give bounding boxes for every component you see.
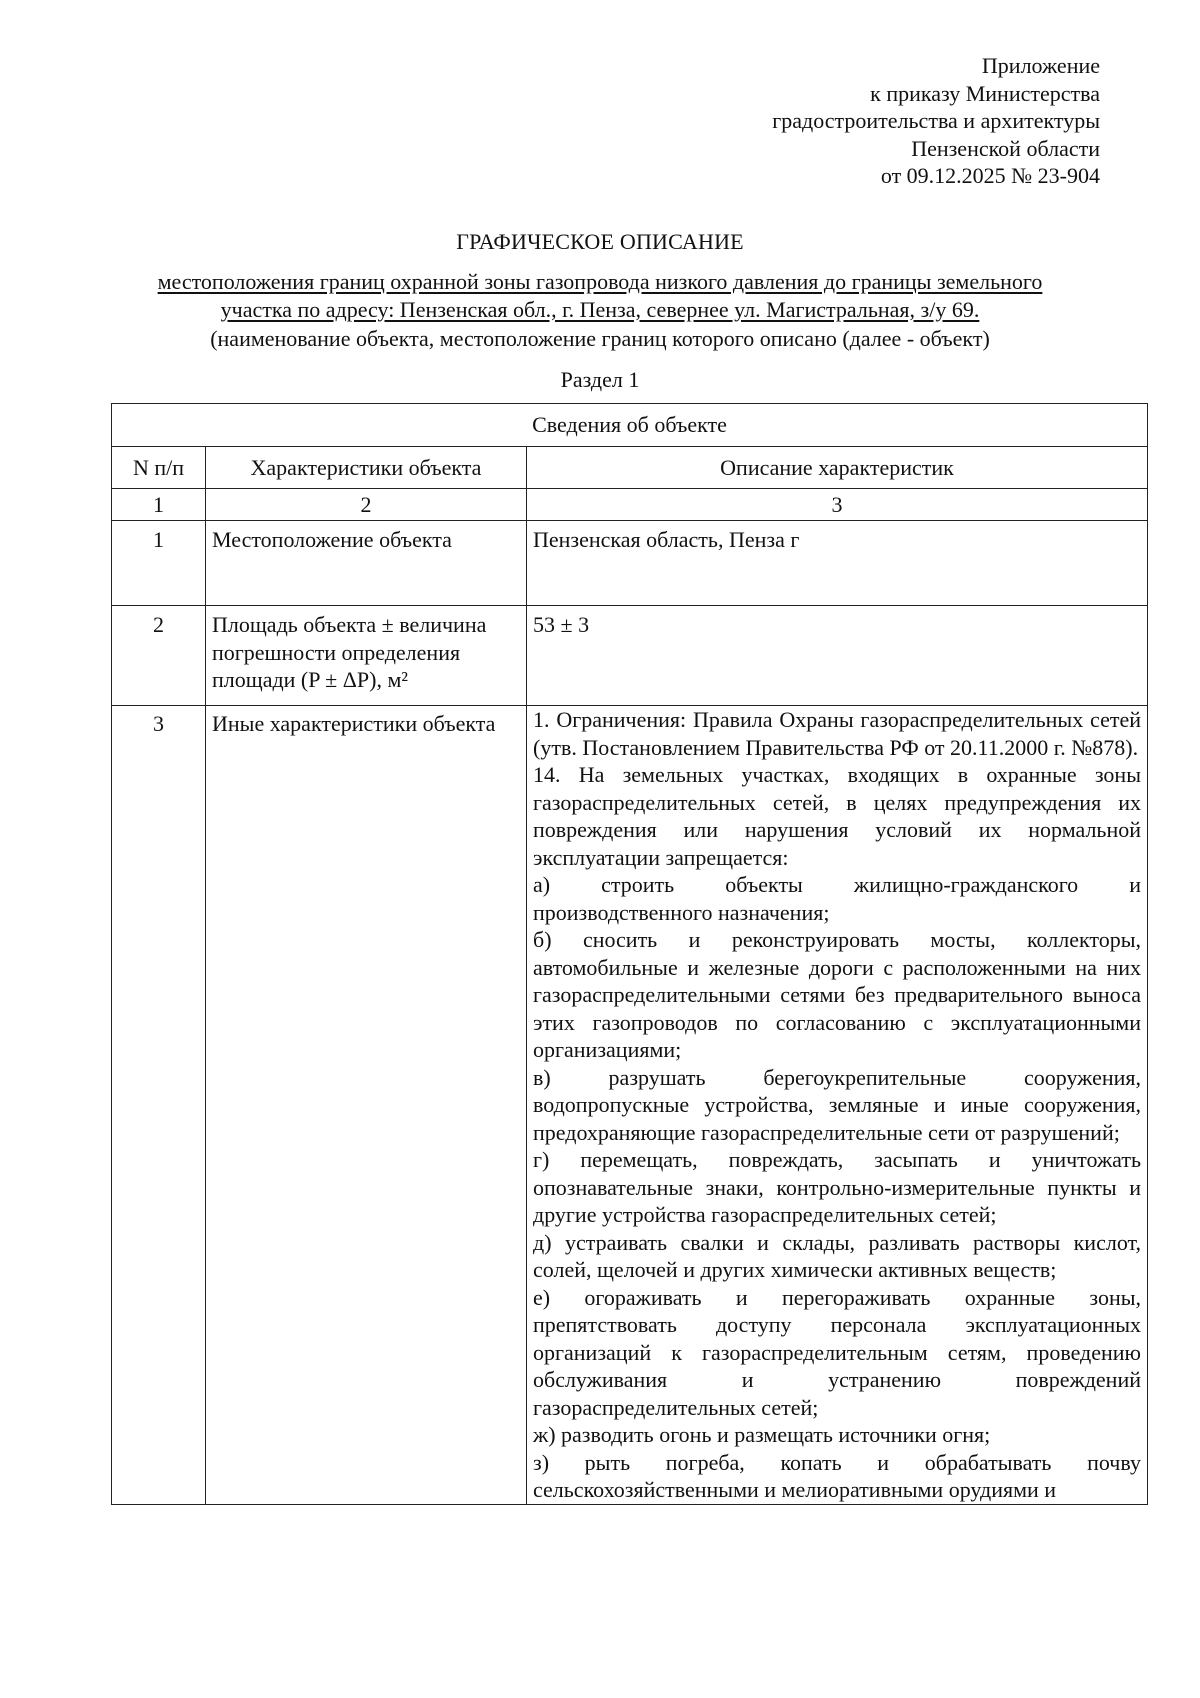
header-line: градостроительства и архитектуры [772,108,1100,133]
restriction-paragraph: 14. На земельных участках, входящих в охранные зоны газораспределительных сетей, в целях предупреждения их повреждения или нарушения условий их нормальной эксплуатации запрещается: [533,762,1141,870]
table-title: Сведения об объекте [112,404,1148,447]
subtitle-caption: (наименование объекта, местоположение границ которого описано (далее - объект) [210,326,990,351]
characteristic-line: Площадь объекта ± величина [212,612,487,637]
restriction-paragraph: б) сносить и реконструировать мосты, коллекторы, автомобильные и железные дороги с расположенными на них газораспределительными сетями без предварительного выноса этих газопроводов по согласованию с эксплуатационными организациями; [533,927,1141,1062]
row-description [527,706,1148,1505]
restriction-paragraph: ж) разводить огонь и размещать источники огня; [533,1422,991,1447]
row-description: 53 ± 3 [527,606,1148,706]
row-characteristic: Местоположение объекта [206,521,527,606]
restriction-paragraph: 1. Ограничения: Правила Охраны газораспределительных сетей (утв. Постановлением Правительства РФ от 20.11.2000 г. №878). [533,707,1141,760]
numbering-cell: 3 [527,489,1148,521]
restriction-paragraph: в) разрушать берегоукрепительные сооружения, водопропускные устройства, земляные и иные сооружения, предохраняющие газораспределительные сети от разрушений; [533,1064,1141,1145]
row-description: Пензенская область, Пенза г [527,521,1148,606]
header-characteristic: Характеристики объекта [206,447,527,489]
row-number: 3 [112,706,206,1505]
table-numbering-row [112,489,1148,521]
header-description: Описание характеристик [527,447,1148,489]
header-line: от 09.12.2025 № 23-904 [880,163,1100,188]
document-subtitle [130,268,1070,323]
approval-header [772,52,1100,190]
document-title: ГРАФИЧЕСКОЕ ОПИСАНИЕ [456,229,744,254]
numbering-cell: 2 [206,489,527,521]
row-number: 1 [112,521,206,606]
header-line: Приложение [981,53,1100,78]
subtitle-line: участка по адресу: Пензенская обл., г. Пенза, севернее ул. Магистральная, з/у 69. [220,296,980,322]
table-row [112,521,1148,606]
row-number: 2 [112,606,206,706]
table-header-row [112,447,1148,489]
row-characteristic: Иные характеристики объекта [206,706,527,1505]
table-title-row [112,404,1148,447]
restriction-paragraph: а) строить объекты жилищно-гражданского и производственного назначения; [533,872,1141,925]
table-row [112,706,1148,1505]
subtitle-line: местоположения границ охранной зоны газопровода низкого давления до границы земельного [157,269,1043,294]
characteristic-line: погрешности определения [212,639,461,665]
header-num: N п/п [112,447,206,489]
header-line: к приказу Министерства [870,80,1100,106]
restriction-paragraph: г) перемещать, повреждать, засыпать и уничтожать опознавательные знаки, контрольно-измерительные пункты и другие устройства газораспределительных сетей; [533,1147,1141,1227]
numbering-cell: 1 [112,489,206,521]
restriction-paragraph: д) устраивать свалки и склады, разливать растворы кислот, солей, щелочей и других химически активных веществ; [533,1229,1141,1282]
object-info-table [111,403,1148,1505]
table-row [112,606,1148,706]
row-characteristic [206,606,527,706]
characteristic-line: площади (P ± ΔP), м² [212,667,408,692]
restriction-paragraph: з) рыть погреба, копать и обрабатывать почву сельскохозяйственными и мелиоративными орудиями и [533,1449,1141,1502]
section-label: Раздел 1 [560,367,640,392]
header-line: Пензенской области [911,135,1100,161]
restriction-paragraph: е) огораживать и перегораживать охранные зоны, препятствовать доступу персонала эксплуатационных организаций к газораспределительным сетям, проведению обслуживания и устранению повреждений газораспределительных сетей; [533,1284,1141,1420]
